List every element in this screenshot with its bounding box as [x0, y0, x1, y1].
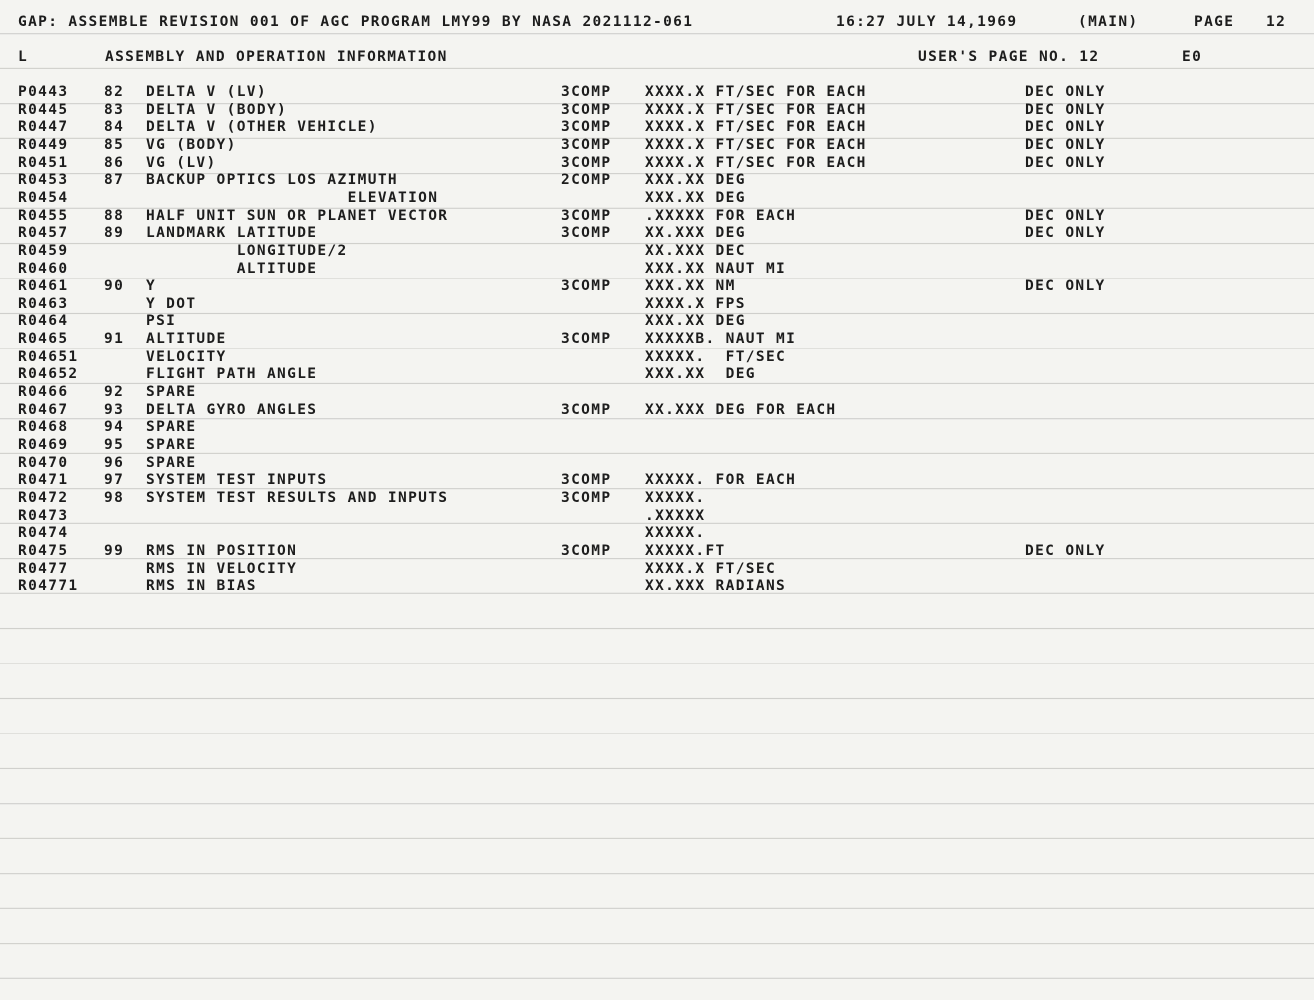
listing-row: [0, 349, 1314, 366]
row-component-count: 2COMP: [561, 172, 612, 189]
listing-row: [0, 296, 1314, 313]
row-format: XXXXX.: [645, 525, 706, 542]
row-component-count: 3COMP: [561, 154, 612, 171]
row-description: SPARE: [146, 437, 197, 453]
row-address: R0470: [18, 454, 69, 471]
row-description: VG (LV): [146, 154, 217, 171]
row-description: LONGITUDE/2: [146, 242, 348, 259]
header-program-title: GAP: ASSEMBLE REVISION 001 OF AGC PROGRAM LMY99 BY NASA 2021112-061: [18, 14, 694, 30]
row-format: XXX.XX DEG: [645, 366, 756, 383]
row-component-count: 3COMP: [561, 225, 612, 242]
row-note: DEC ONLY: [1025, 225, 1106, 242]
row-address: R0467: [18, 401, 69, 418]
row-note: DEC ONLY: [1025, 278, 1106, 295]
row-address: R0475: [18, 542, 69, 559]
row-description: VELOCITY: [146, 348, 227, 365]
row-noun-number: 94: [104, 419, 125, 436]
row-noun-number: 90: [104, 278, 125, 295]
row-noun-number: 84: [104, 119, 125, 136]
row-address: R0455: [18, 207, 69, 224]
row-description: VG (BODY): [146, 136, 237, 153]
row-address: R0457: [18, 225, 69, 242]
row-address: R04652: [18, 366, 79, 383]
header-page-label: PAGE: [1194, 14, 1235, 30]
header-main-label: (MAIN): [1078, 14, 1139, 30]
row-component-count: 3COMP: [561, 136, 612, 153]
row-format: XXXX.X FT/SEC FOR EACH: [645, 119, 867, 136]
listing-row: [0, 84, 1314, 101]
row-noun-number: 99: [104, 542, 125, 559]
listing-row: [0, 543, 1314, 560]
row-format: XX.XXX DEG: [645, 225, 746, 242]
row-description: DELTA V (OTHER VEHICLE): [146, 119, 378, 136]
row-format: .XXXXX: [645, 507, 706, 524]
listing-row: [0, 508, 1314, 525]
row-description: DELTA GYRO ANGLES: [146, 401, 318, 418]
row-format: XXXXX. FT/SEC: [645, 348, 787, 365]
row-noun-number: 92: [104, 384, 125, 401]
row-noun-number: 85: [104, 136, 125, 153]
row-address: R0449: [18, 136, 69, 153]
listing-row: [0, 155, 1314, 172]
row-description: SPARE: [146, 419, 197, 436]
row-component-count: 3COMP: [561, 489, 612, 506]
row-address: R0469: [18, 437, 69, 453]
header-page-number: 12: [1266, 14, 1287, 30]
row-address: R0460: [18, 260, 69, 277]
row-address: R0466: [18, 384, 69, 401]
row-format: XXXX.X FT/SEC FOR EACH: [645, 84, 867, 100]
row-noun-number: 83: [104, 101, 125, 118]
row-noun-number: 93: [104, 401, 125, 418]
row-format: XXX.XX DEG: [645, 313, 746, 330]
listing-row: [0, 243, 1314, 260]
row-address: R0464: [18, 313, 69, 330]
subheader-user-page: USER'S PAGE NO. 12: [918, 49, 1100, 65]
listing-row: [0, 208, 1314, 225]
row-description: Y DOT: [146, 295, 197, 312]
row-noun-number: 97: [104, 472, 125, 489]
row-format: XXX.XX DEG: [645, 172, 746, 189]
listing-row: [0, 455, 1314, 472]
listing-row: [0, 525, 1314, 542]
row-component-count: 3COMP: [561, 278, 612, 295]
row-note: DEC ONLY: [1025, 119, 1106, 136]
row-description: ALTITUDE: [146, 331, 227, 348]
row-noun-number: 89: [104, 225, 125, 242]
listing-row: [0, 225, 1314, 242]
row-format: XXXXX. FOR EACH: [645, 472, 797, 489]
row-address: R0461: [18, 278, 69, 295]
row-component-count: 3COMP: [561, 331, 612, 348]
row-noun-number: 88: [104, 207, 125, 224]
row-address: R0471: [18, 472, 69, 489]
row-note: DEC ONLY: [1025, 101, 1106, 118]
row-component-count: 3COMP: [561, 84, 612, 100]
subheader-code: L: [18, 49, 29, 65]
listing-row: [0, 102, 1314, 119]
row-address: P0443: [18, 84, 69, 100]
row-component-count: 3COMP: [561, 119, 612, 136]
row-address: R0453: [18, 172, 69, 189]
listing-row: [0, 172, 1314, 189]
row-noun-number: 87: [104, 172, 125, 189]
row-description: SPARE: [146, 384, 197, 401]
listing-row: [0, 119, 1314, 136]
row-component-count: 3COMP: [561, 101, 612, 118]
row-description: PSI: [146, 313, 177, 330]
row-noun-number: 82: [104, 84, 125, 100]
row-description: SYSTEM TEST RESULTS AND INPUTS: [146, 489, 449, 506]
listing-row: [0, 437, 1314, 454]
row-address: R04771: [18, 578, 79, 595]
row-description: LANDMARK LATITUDE: [146, 225, 318, 242]
row-note: DEC ONLY: [1025, 84, 1106, 100]
row-note: DEC ONLY: [1025, 207, 1106, 224]
row-address: R0454: [18, 189, 69, 206]
listing-row: [0, 578, 1314, 595]
listing-row: [0, 313, 1314, 330]
row-address: R0447: [18, 119, 69, 136]
listing-row: [0, 190, 1314, 207]
row-description: RMS IN BIAS: [146, 578, 257, 595]
row-format: XXX.XX NAUT MI: [645, 260, 787, 277]
row-description: BACKUP OPTICS LOS AZIMUTH: [146, 172, 398, 189]
row-description: DELTA V (BODY): [146, 101, 288, 118]
row-address: R0445: [18, 101, 69, 118]
row-address: R04651: [18, 348, 79, 365]
subheader-eo: E0: [1182, 49, 1203, 65]
row-noun-number: 91: [104, 331, 125, 348]
row-noun-number: 86: [104, 154, 125, 171]
row-description: HALF UNIT SUN OR PLANET VECTOR: [146, 207, 449, 224]
row-format: XXXX.X FT/SEC FOR EACH: [645, 136, 867, 153]
row-note: DEC ONLY: [1025, 542, 1106, 559]
row-format: XXXX.X FT/SEC FOR EACH: [645, 101, 867, 118]
listing-row: [0, 137, 1314, 154]
row-format: XXXXX.FT: [645, 542, 726, 559]
row-noun-number: 96: [104, 454, 125, 471]
row-note: DEC ONLY: [1025, 154, 1106, 171]
row-address: R0463: [18, 295, 69, 312]
row-component-count: 3COMP: [561, 401, 612, 418]
row-noun-number: 95: [104, 437, 125, 453]
row-format: XXX.XX NM: [645, 278, 736, 295]
row-component-count: 3COMP: [561, 472, 612, 489]
row-format: XXX.XX DEG: [645, 189, 746, 206]
row-note: DEC ONLY: [1025, 136, 1106, 153]
row-format: XXXX.X FPS: [645, 295, 746, 312]
row-format: XX.XXX DEC: [645, 242, 746, 259]
row-format: XX.XXX DEG FOR EACH: [645, 401, 837, 418]
row-component-count: 3COMP: [561, 542, 612, 559]
row-description: FLIGHT PATH ANGLE: [146, 366, 318, 383]
subheader-title: ASSEMBLY AND OPERATION INFORMATION: [105, 49, 448, 65]
row-address: R0465: [18, 331, 69, 348]
listing-row: [0, 366, 1314, 383]
listing-row: [0, 419, 1314, 436]
row-address: R0472: [18, 489, 69, 506]
listing-row: [0, 384, 1314, 401]
row-description: SYSTEM TEST INPUTS: [146, 472, 328, 489]
row-description: SPARE: [146, 454, 197, 471]
listing-row: [0, 472, 1314, 489]
row-description: RMS IN POSITION: [146, 542, 298, 559]
row-address: R0477: [18, 560, 69, 577]
listing-row: [0, 261, 1314, 278]
listing-row: [0, 402, 1314, 419]
row-noun-number: 98: [104, 489, 125, 506]
row-format: .XXXXX FOR EACH: [645, 207, 797, 224]
row-format: XXXXX.: [645, 489, 706, 506]
row-description: DELTA V (LV): [146, 84, 267, 100]
listing-row: [0, 561, 1314, 578]
row-format: XXXXXB. NAUT MI: [645, 331, 797, 348]
row-address: R0473: [18, 507, 69, 524]
row-description: RMS IN VELOCITY: [146, 560, 298, 577]
row-address: R0474: [18, 525, 69, 542]
row-format: XXXX.X FT/SEC FOR EACH: [645, 154, 867, 171]
header-timestamp: 16:27 JULY 14,1969: [836, 14, 1018, 30]
row-format: XXXX.X FT/SEC: [645, 560, 777, 577]
row-address: R0451: [18, 154, 69, 171]
listing-row: [0, 331, 1314, 348]
row-address: R0459: [18, 242, 69, 259]
listing-row: [0, 490, 1314, 507]
row-address: R0468: [18, 419, 69, 436]
row-format: XX.XXX RADIANS: [645, 578, 787, 595]
row-component-count: 3COMP: [561, 207, 612, 224]
listing-row: [0, 278, 1314, 295]
row-description: ELEVATION: [146, 189, 439, 206]
row-description: Y: [146, 278, 157, 295]
row-description: ALTITUDE: [146, 260, 318, 277]
